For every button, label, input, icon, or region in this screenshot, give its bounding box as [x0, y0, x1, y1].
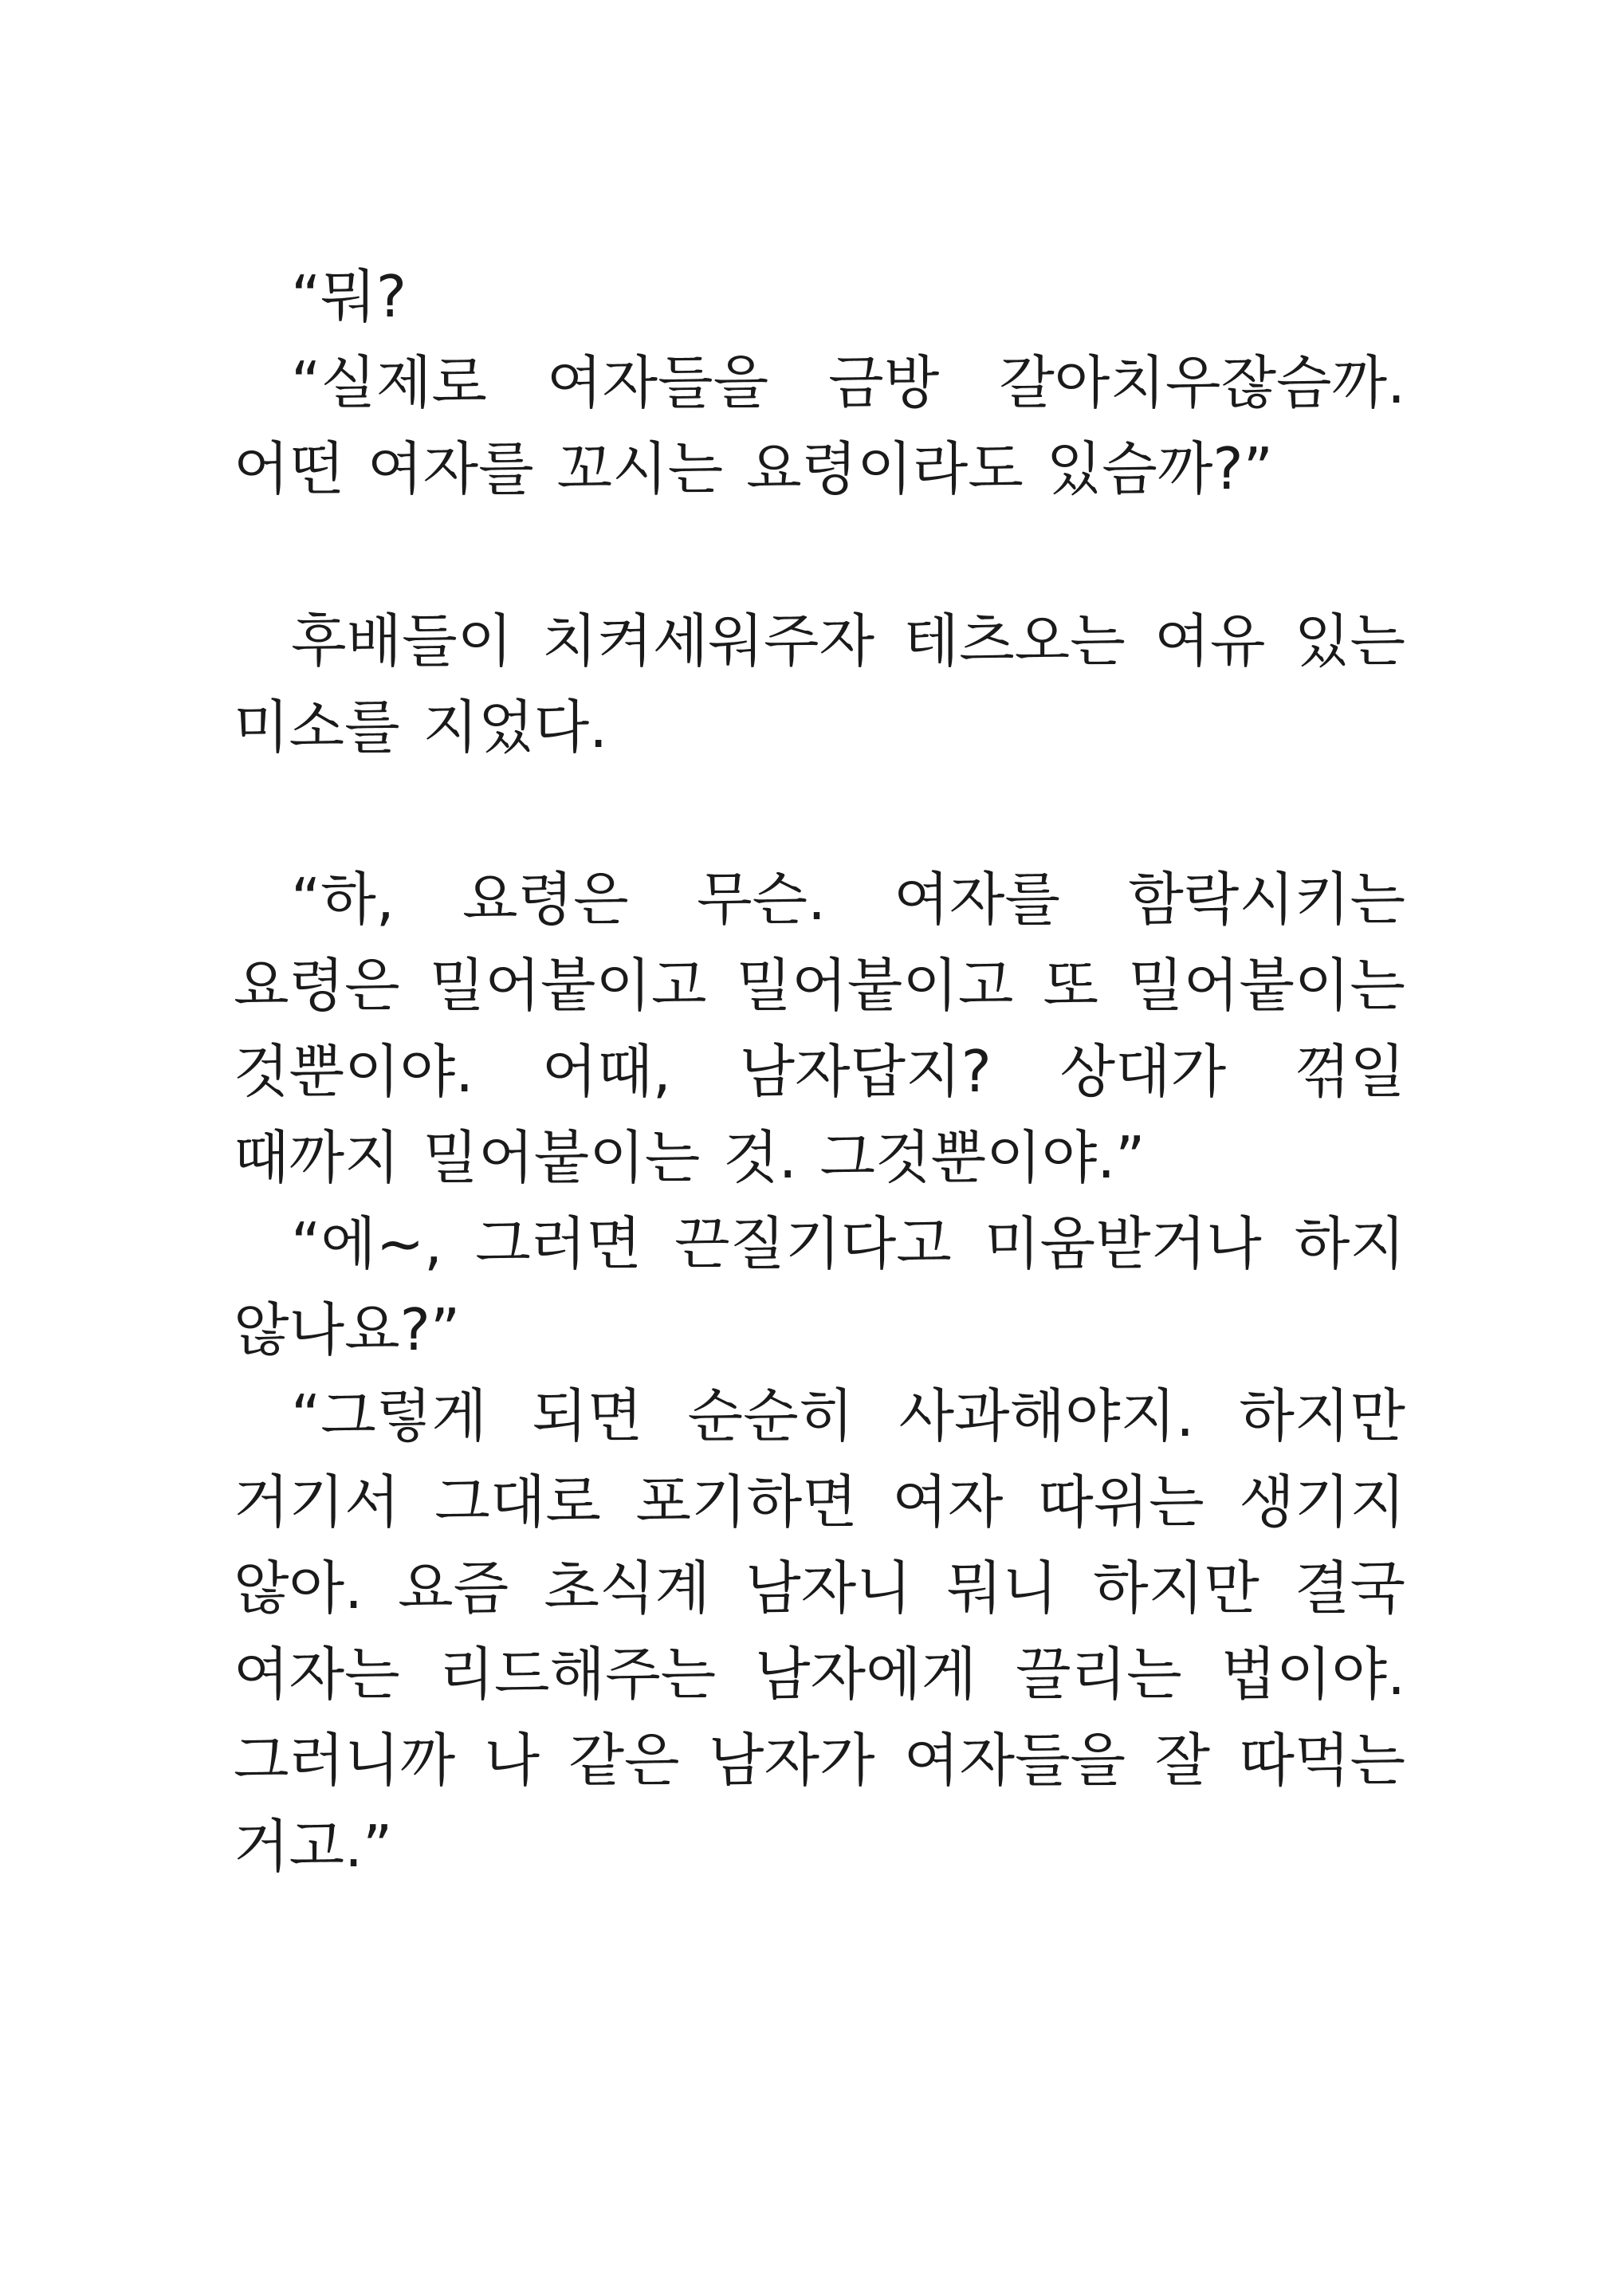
dialogue-line-3: “하, 요령은 무슨. 여자를 함락시키는 요령은 밀어붙이고 밀어붙이고 또 밀어붙이는 것뿐이야. 어때, 남자답지? 상대가 꺾일 때까지 밀어붙이는 것. 그것뿐이야.”: [234, 866, 1405, 1191]
dialogue-line-4: “에~, 그러면 끈질기다고 미움받거나 하지 않나요?”: [234, 1210, 1405, 1363]
dialogue-line-1: “뭐?: [291, 263, 407, 330]
dialogue-line-2: “실제로 여자들을 금방 갈아치우잖슴까. 어떤 여자를 꼬시는 요령이라도 있슴까?”: [234, 349, 1405, 502]
narration-paragraph: 후배들이 치켜세워주자 테츠오는 여유 있는 미소를 지었다.: [234, 607, 1405, 761]
dialogue-line-5: “그렇게 되면 순순히 사과해야지. 하지만 거기서 그대로 포기하면 여자 따위는 생기지 않아. 요즘 초식계 남자니 뭐니 하지만 결국 여자는 리드해주는 남자에게 끌리는 법이야. 그러니까 나 같은 남자가 여자들을 잘 따먹는 거고.”: [234, 1382, 1405, 1880]
paragraph-gap: [234, 770, 1405, 856]
document-body: [234, 254, 1405, 1889]
paragraph-gap: [234, 512, 1405, 598]
